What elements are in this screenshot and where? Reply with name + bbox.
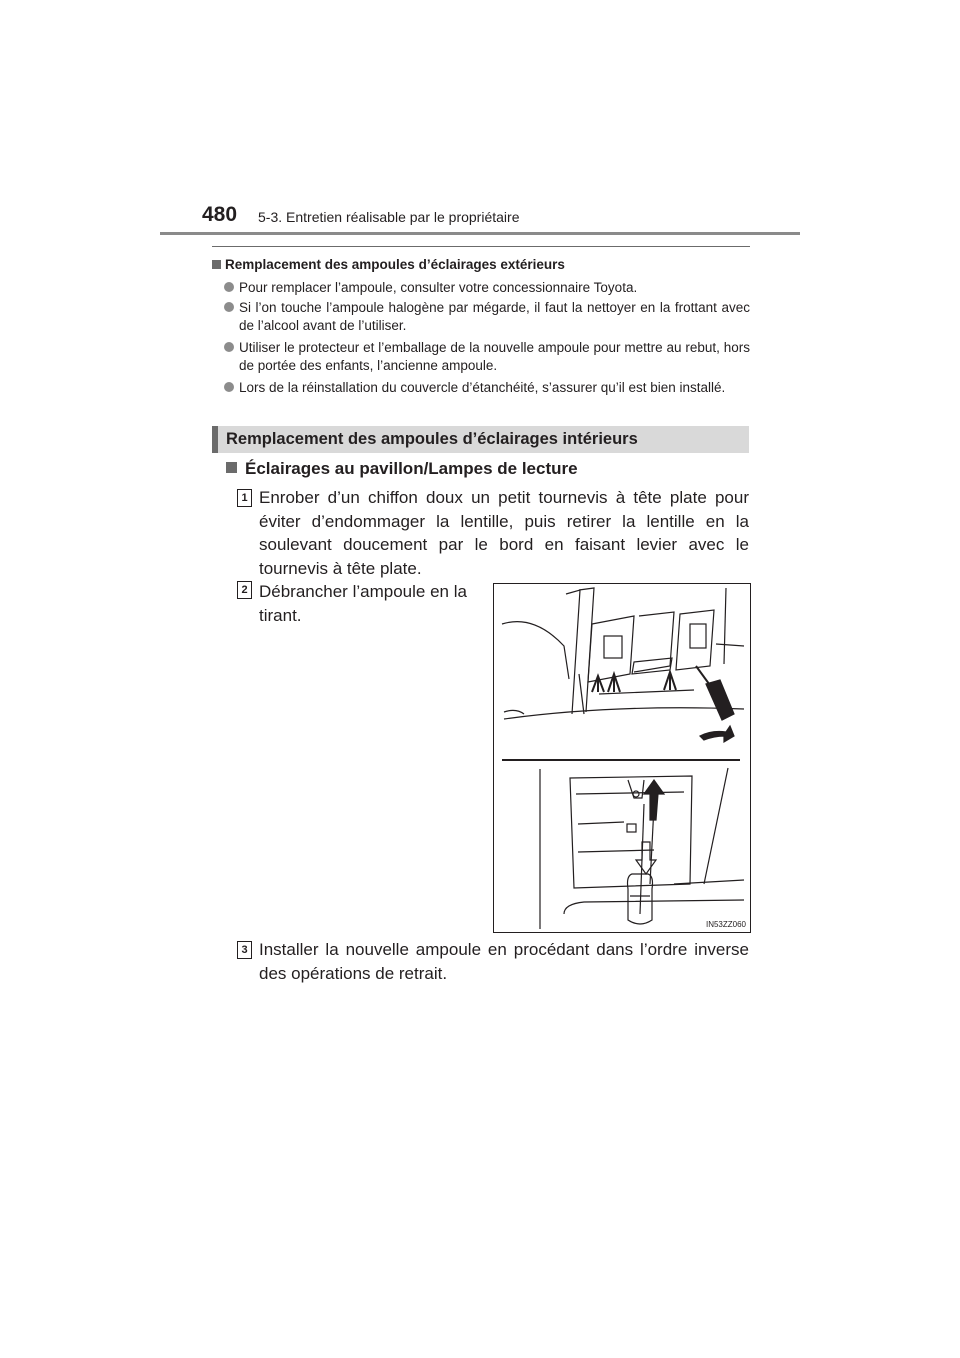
section-heading (212, 426, 749, 453)
square-bullet-icon (212, 260, 221, 269)
note-title (212, 257, 565, 272)
note-bullet (224, 379, 750, 397)
page-number: 480 (202, 203, 238, 226)
note-top-rule (212, 246, 750, 247)
bulb-removal-illustration (493, 583, 751, 933)
header-rule (160, 232, 800, 235)
note-bullet-text: Pour remplacer l’ampoule, consulter votre concessionnaire Toyota. (239, 280, 638, 295)
square-bullet-icon (226, 462, 237, 473)
note-bullet-text: Si l’on touche l’ampoule halogène par mégarde, il faut la nettoyer en la frottant avec de l’alcool avant de l’utiliser. (239, 300, 750, 333)
note-bullet (224, 279, 750, 297)
step-text: Enrober d’un chiffon doux un petit tournevis à tête plate pour éviter d’endommager la lentille, puis retirer la lentille en la soulevant doucement par le bord en faisant levier avec le tournevis à tête plate. (259, 488, 749, 578)
section-edge-marker (212, 426, 218, 453)
figure-code: IN53ZZ060 (705, 920, 746, 929)
subsection-title (226, 459, 578, 479)
ceiling-lamp-drawing (494, 584, 750, 932)
step-text: Débrancher l’ampoule en la tirant. (259, 582, 467, 625)
note-bullet-text: Utiliser le protecteur et l’emballage de la nouvelle ampoule pour mettre au rebut, hors de portée des enfants, l’ancienne ampoule. (239, 340, 750, 373)
step-text: Installer la nouvelle ampoule en procédant dans l’ordre inverse des opérations de retrait. (259, 940, 749, 983)
note-bullet (224, 339, 750, 375)
step-number-badge: 1 (237, 489, 252, 507)
circle-bullet-icon (224, 302, 234, 312)
note-bullet (224, 299, 750, 335)
circle-bullet-icon (224, 282, 234, 292)
subsection-title-text: Éclairages au pavillon/Lampes de lecture (245, 459, 578, 478)
circle-bullet-icon (224, 382, 234, 392)
note-title-text: Remplacement des ampoules d’éclairages extérieurs (225, 257, 565, 272)
step-number-badge: 2 (237, 581, 252, 599)
chapter-title: 5-3. Entretien réalisable par le propriétaire (258, 209, 520, 225)
circle-bullet-icon (224, 342, 234, 352)
section-title: Remplacement des ampoules d’éclairages intérieurs (226, 430, 638, 448)
note-bullet-text: Lors de la réinstallation du couvercle d’étanchéité, s’assurer qu’il est bien installé. (239, 380, 726, 395)
step-number-badge: 3 (237, 941, 252, 959)
